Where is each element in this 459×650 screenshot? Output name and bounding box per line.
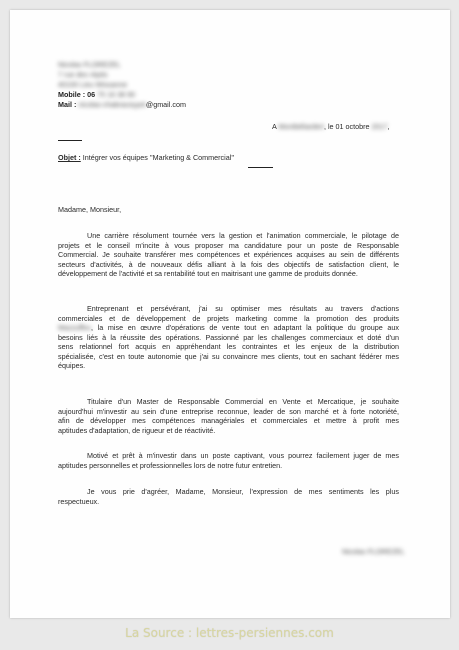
rule-left	[58, 140, 82, 141]
p2-line: besoins liés à la réussite des opérations. Passionné par les challenges commerciaux et doté d'un	[58, 332, 399, 342]
p5-line: respectueux.	[58, 496, 100, 506]
p4-line: aptitudes personnelles et professionnelles lors de notre futur entretien.	[58, 460, 283, 470]
p2-line: équipes.	[58, 361, 86, 371]
p1-line: secteurs d'activités, à de nouveaux défis alliant à la fois des objectifs de satisfaction client, le	[58, 259, 399, 269]
date-line	[272, 122, 390, 132]
rule-objet	[248, 167, 273, 168]
signature: Nicolas FLOREZEL	[342, 547, 405, 556]
mobile-number: 75 16 38 90	[97, 90, 136, 99]
paragraph-1	[58, 231, 399, 279]
p2-line-3	[58, 323, 399, 333]
objet-label: Objet :	[58, 153, 81, 162]
mobile-label: Mobile : 06	[58, 90, 96, 99]
letter-page	[10, 10, 450, 618]
mail-user: nicolas-chabraceyyet	[78, 100, 146, 109]
paragraph-4	[58, 451, 399, 470]
p2-line: spécialisée, c'est en toute autonomie que j'ai su convaincre mes clients, tout en sachant fédérer mes	[58, 351, 399, 361]
date-city: Montbéliarderi	[278, 122, 324, 131]
paragraph-5	[58, 487, 399, 506]
sender-city: 40100 Lieu Wissanne	[58, 80, 128, 89]
date-suffix: ,	[387, 122, 390, 131]
p4-line: Motivé et prêt à m'investir dans un poste captivant, vous pourrez facilement juger de mes	[87, 451, 399, 460]
objet-line	[58, 153, 234, 163]
p1-line: projets et le conseil m'incite à vous proposer ma candidature pour un poste de Responsable	[58, 240, 399, 250]
p2-line: Entreprenant et persévérant, j'ai su optimiser mes résultats au travers d'actions	[87, 304, 399, 313]
date-year: 2017	[371, 122, 388, 131]
date-text: , le 01 octobre	[323, 122, 370, 131]
p5-line: Je vous prie d'agréer, Madame, Monsieur, l'expression de mes sentiments les plus	[87, 487, 399, 496]
sender-street: 7 rue des répits	[58, 70, 108, 79]
p3-line: Titulaire d'un Master de Responsable Commercial en Vente et Mercatique, je souhaite	[87, 397, 399, 406]
paragraph-3	[58, 397, 399, 435]
paragraph-2	[58, 304, 399, 371]
p3-line: aujourd'hui m'investir au sein d'une entreprise reconnue, leader de son marché et à forte notoriété,	[58, 406, 399, 416]
mail-domain: @gmail.com	[145, 100, 186, 109]
p1-line: développement de l'activité et sa rentabilité tout en maitrisant une gamme de produits donnée.	[58, 269, 358, 279]
sender-mobile	[58, 90, 135, 100]
p2-line: commerciales et de développement de projets marketing comme la promotion des produits	[58, 313, 399, 323]
p1-line: Commercial. Je souhaite transférer mes compétences et expériences acquises au sein de différents	[58, 250, 399, 260]
date-prefix: A	[272, 122, 277, 131]
objet-text: Intégrer vos équipes ''Marketing & Commercial''	[80, 153, 235, 162]
sender-name: Nicolas FLOREZEL	[58, 60, 121, 69]
p3-line: afin de développer mes compétences managériales et commerciales et mettre à profit mes	[58, 416, 399, 426]
sender-mail	[58, 100, 186, 110]
p1-line: Une carrière résolument tournée vers la gestion et l'animation commerciale, le pilotage de	[87, 231, 399, 240]
p2-line: sens relationnel fort acquis en appréhendant les contraintes et les enjeux de la distribution	[58, 342, 399, 352]
p3-line: aptitudes d'adaptation, de rigueur et de réactivité.	[58, 425, 216, 435]
source-footer: La Source : lettres-persiennes.com	[125, 626, 334, 640]
mail-label: Mail :	[58, 100, 77, 109]
p2-line-3-text: , la mise en œuvre d'opérations de vente tout en adaptant la politique du groupe aux	[91, 323, 399, 333]
salutation: Madame, Monsieur,	[58, 205, 122, 214]
p2-blurred-brand: Mazzuffeu	[58, 323, 92, 333]
